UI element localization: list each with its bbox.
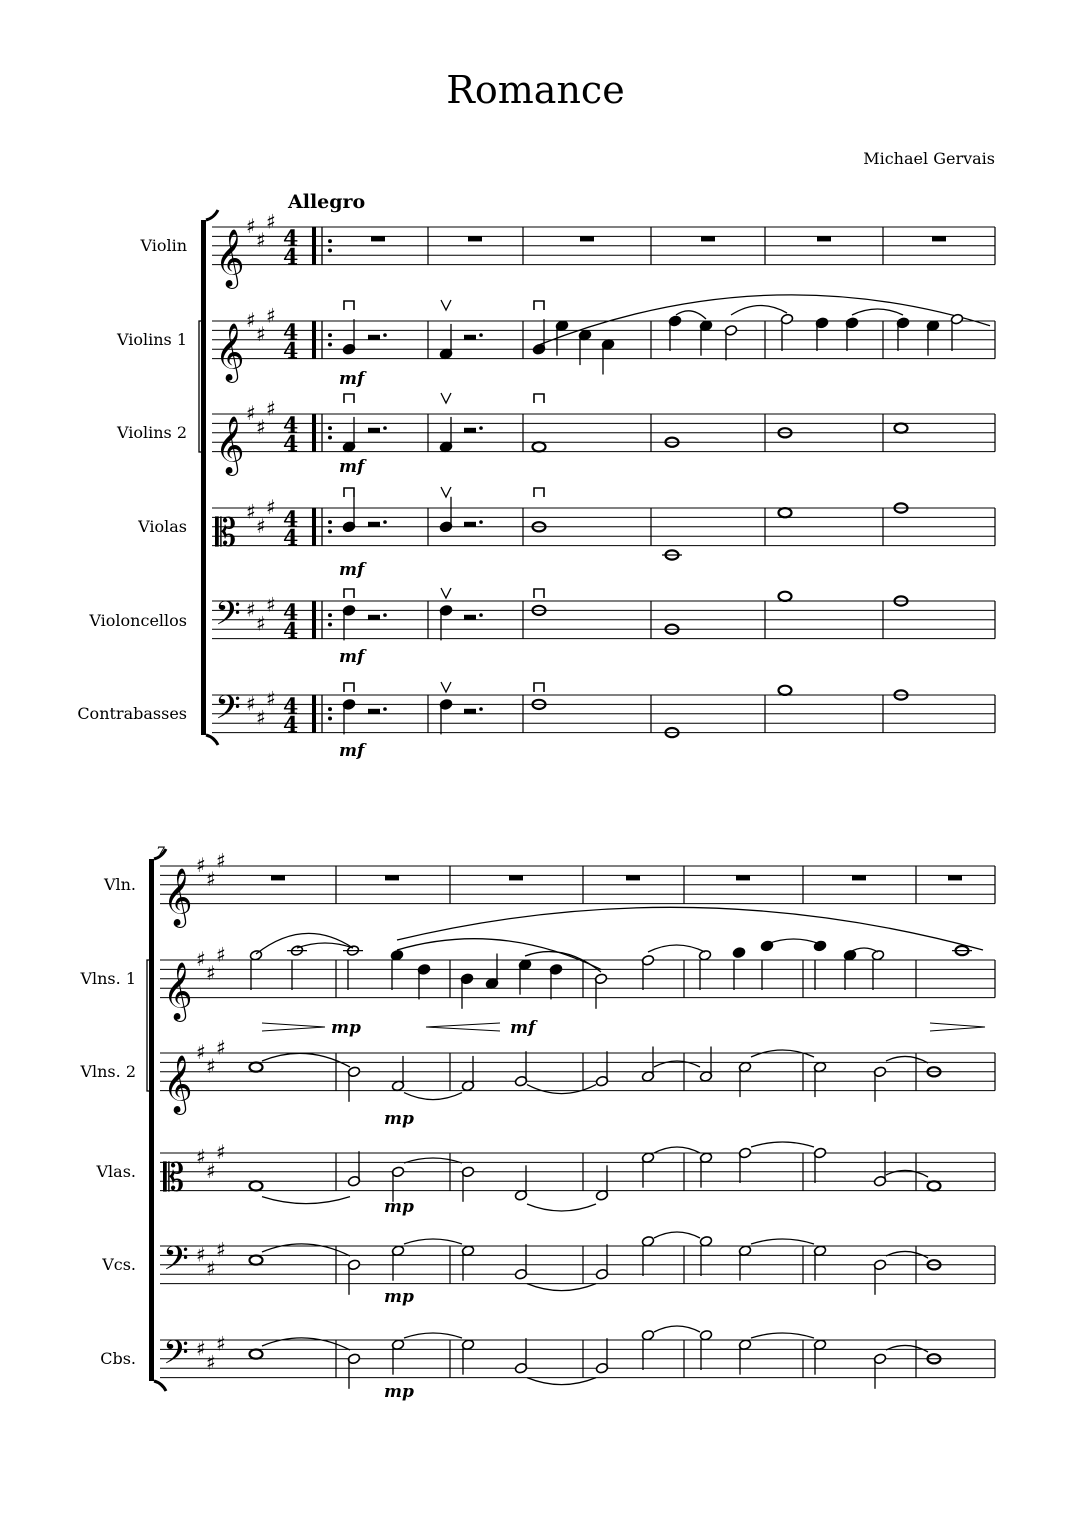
time-sig-bottom: 4	[283, 431, 299, 458]
sharp-icon: ♯	[206, 1256, 216, 1281]
sharp-icon: ♯	[246, 401, 256, 425]
repeat-dot	[328, 707, 332, 711]
up-bow-icon	[441, 588, 451, 598]
dynamic-mf: mf	[339, 647, 365, 667]
slur	[397, 907, 983, 950]
dynamic-mp: mp	[384, 1197, 414, 1217]
bass-clef-icon: 𝄢	[163, 1334, 189, 1381]
instrument-label-violas: Violas	[138, 517, 187, 536]
dynamic-mp: mp	[331, 1018, 361, 1038]
tie	[404, 1093, 462, 1100]
decrescendo-hairpin	[262, 1023, 325, 1031]
half-rest	[464, 522, 476, 527]
slur	[852, 309, 903, 315]
rest-dot	[383, 707, 387, 711]
slur	[404, 1239, 462, 1244]
whole-note	[250, 1181, 263, 1190]
whole-note	[250, 1256, 263, 1265]
up-bow-icon	[441, 682, 451, 692]
repeat-dot	[328, 613, 332, 617]
bass-clef-icon: 𝄢	[215, 689, 241, 736]
up-bow-icon	[441, 300, 451, 310]
time-sig-top: 4	[283, 693, 299, 720]
slur	[404, 1333, 462, 1338]
dynamic-mp: mp	[384, 1287, 414, 1307]
slur	[262, 1053, 350, 1067]
rest-dot	[383, 426, 387, 430]
sharp-icon: ♯	[256, 415, 266, 440]
half-rest	[368, 428, 380, 433]
whole-rest	[271, 875, 285, 880]
bracket-bottom	[206, 735, 218, 745]
sharp-icon: ♯	[216, 1331, 226, 1356]
crescendo-hairpin	[426, 1023, 500, 1031]
half-rest	[368, 615, 380, 620]
rest-dot	[479, 520, 483, 524]
whole-note	[928, 1181, 941, 1190]
sharp-icon: ♯	[266, 396, 276, 421]
alto-clef-icon: 𝄡	[163, 1155, 185, 1200]
system-2	[147, 848, 995, 1402]
whole-note	[250, 1350, 263, 1359]
rest-dot	[383, 520, 387, 524]
bass-clef-icon: 𝄢	[163, 1240, 189, 1287]
rest-dot	[383, 333, 387, 337]
sharp-icon: ♯	[216, 1237, 226, 1262]
time-sig-top: 4	[283, 319, 299, 346]
dynamic-mf: mf	[339, 457, 365, 477]
slur	[654, 1326, 700, 1332]
treble-clef-icon: 𝄞	[163, 961, 193, 1020]
sharp-icon: ♯	[266, 303, 276, 328]
half-note	[699, 1329, 712, 1341]
sharp-icon: ♯	[196, 1144, 206, 1169]
down-bow-icon	[344, 394, 354, 403]
slur	[751, 1239, 814, 1244]
slur	[751, 1333, 814, 1338]
sharp-icon: ♯	[196, 1242, 206, 1267]
down-bow-icon	[534, 683, 544, 692]
time-sig-top: 4	[283, 412, 299, 439]
time-sig-top: 4	[283, 225, 299, 252]
half-rest	[368, 709, 380, 714]
tempo-marking: Allegro	[288, 191, 366, 213]
whole-rest	[580, 236, 594, 241]
whole-note	[779, 508, 792, 517]
whole-rest	[817, 236, 831, 241]
treble-clef-icon: 𝄞	[163, 1054, 193, 1113]
half-rest	[464, 709, 476, 714]
bass-clef-icon: 𝄢	[215, 595, 241, 642]
bracket-top	[206, 210, 218, 220]
instrument-label-violins-2: Violins 2	[116, 423, 187, 442]
sharp-icon: ♯	[196, 947, 206, 971]
slur	[731, 305, 787, 315]
system-1	[199, 209, 995, 761]
half-rest	[368, 522, 380, 527]
instrument-short-violoncellos: Vcs.	[102, 1255, 136, 1274]
repeat-dot	[328, 426, 332, 430]
whole-rest	[932, 236, 946, 241]
whole-note	[779, 686, 792, 695]
repeat-dot	[328, 239, 332, 243]
instrument-label-violins-1: Violins 1	[116, 330, 187, 349]
sharp-icon: ♯	[266, 495, 276, 519]
sharp-icon: ♯	[266, 686, 276, 711]
score-title: Romance	[446, 68, 625, 112]
whole-note	[779, 592, 792, 601]
composer-name: Michael Gervais	[863, 149, 995, 168]
half-note	[698, 949, 711, 961]
rest-dot	[479, 333, 483, 337]
sharp-icon: ♯	[206, 961, 216, 986]
slur	[886, 1251, 928, 1258]
half-note	[641, 1329, 654, 1341]
half-rest	[464, 615, 476, 620]
time-sig-bottom: 4	[283, 618, 299, 645]
sharp-icon: ♯	[256, 705, 266, 730]
slur	[654, 1232, 700, 1238]
half-rest	[464, 335, 476, 340]
tie	[262, 1197, 350, 1204]
whole-note	[895, 424, 908, 433]
whole-note	[250, 1063, 263, 1072]
tie	[527, 1204, 596, 1211]
sharp-icon: ♯	[256, 228, 266, 253]
whole-rest	[736, 875, 750, 880]
down-bow-icon	[344, 683, 354, 692]
time-sig-bottom: 4	[283, 244, 299, 271]
dynamic-mp: mp	[384, 1109, 414, 1129]
whole-rest	[701, 236, 715, 241]
sharp-icon: ♯	[246, 597, 256, 622]
instrument-short-contrabasses: Cbs.	[100, 1349, 136, 1368]
repeat-dot	[328, 530, 332, 534]
alto-clef-icon: 𝄡	[215, 510, 237, 555]
measure-number: 7	[156, 845, 165, 861]
instrument-short-violins-2: Vlns. 2	[80, 1062, 136, 1081]
sharp-icon: ♯	[206, 1350, 216, 1375]
sharp-icon: ♯	[266, 592, 276, 617]
whole-rest	[852, 875, 866, 880]
rest-dot	[479, 613, 483, 617]
down-bow-icon	[534, 394, 544, 403]
rest-dot	[479, 707, 483, 711]
rest-dot	[479, 426, 483, 430]
instrument-short-violins-1: Vlns. 1	[80, 969, 136, 988]
rest-dot	[383, 613, 387, 617]
treble-clef-icon: 𝄞	[215, 322, 245, 381]
repeat-dot	[328, 623, 332, 627]
sharp-icon: ♯	[246, 691, 256, 716]
down-bow-icon	[344, 589, 354, 598]
half-note	[699, 1235, 712, 1247]
sharp-icon: ♯	[216, 942, 226, 967]
time-sig-top: 4	[283, 506, 299, 533]
system-bracket	[201, 220, 206, 735]
whole-rest	[371, 236, 385, 241]
sharp-icon: ♯	[266, 209, 276, 234]
dynamic-mp: mp	[384, 1382, 414, 1402]
quarter-note	[390, 949, 403, 961]
tie	[527, 1378, 596, 1385]
sharp-icon: ♯	[206, 1054, 216, 1079]
dynamic-mf: mf	[339, 560, 365, 580]
half-rest	[464, 428, 476, 433]
repeat-dot	[328, 436, 332, 440]
treble-clef-icon: 𝄞	[215, 415, 245, 474]
sharp-icon: ♯	[256, 322, 266, 347]
quarter-note	[843, 949, 856, 961]
sharp-icon: ♯	[246, 499, 256, 524]
sharp-icon: ♯	[216, 1035, 226, 1060]
whole-rest	[385, 875, 399, 880]
dynamic-mf: mf	[339, 369, 365, 389]
slur	[654, 1147, 700, 1153]
dynamic-mf: mf	[339, 741, 365, 761]
sharp-icon: ♯	[196, 1040, 206, 1064]
down-bow-icon	[534, 301, 544, 310]
up-bow-icon	[441, 393, 451, 403]
slur	[886, 1345, 928, 1352]
instrument-label-contrabasses: Contrabasses	[77, 704, 187, 723]
time-sig-bottom: 4	[283, 338, 299, 365]
sharp-icon: ♯	[256, 611, 266, 636]
tie	[527, 1284, 596, 1291]
bracket-bottom	[154, 1381, 166, 1391]
down-bow-icon	[344, 301, 354, 310]
slur	[297, 943, 353, 948]
slur	[676, 311, 706, 319]
repeat-dot	[328, 520, 332, 524]
sharp-icon: ♯	[196, 853, 206, 877]
up-bow-icon	[441, 487, 451, 497]
down-bow-icon	[534, 488, 544, 497]
time-sig-bottom: 4	[283, 525, 299, 552]
sharp-icon: ♯	[206, 867, 216, 892]
decrescendo-hairpin	[930, 1023, 985, 1031]
repeat-dot	[328, 249, 332, 253]
whole-rest	[626, 875, 640, 880]
sharp-icon: ♯	[196, 1336, 206, 1361]
half-rest	[368, 335, 380, 340]
whole-rest	[948, 875, 962, 880]
slur	[527, 1085, 596, 1094]
treble-clef-icon: 𝄞	[215, 228, 245, 287]
whole-rest	[468, 236, 482, 241]
sharp-icon: ♯	[216, 1140, 226, 1164]
slur	[648, 945, 705, 952]
repeat-dot	[328, 343, 332, 347]
whole-note	[533, 442, 546, 451]
quarter-note	[732, 947, 745, 959]
sharp-icon: ♯	[206, 1158, 216, 1183]
system-bracket	[149, 859, 154, 1381]
instrument-label-violoncellos: Violoncellos	[89, 611, 187, 630]
slur	[767, 939, 820, 944]
sharp-icon: ♯	[246, 214, 256, 238]
instrument-short-violin: Vln.	[103, 875, 136, 894]
sharp-icon: ♯	[216, 848, 226, 873]
repeat-dot	[328, 333, 332, 337]
time-sig-top: 4	[283, 599, 299, 626]
half-note	[641, 1235, 654, 1247]
slur	[751, 1142, 814, 1147]
sharp-icon: ♯	[246, 308, 256, 332]
time-sig-bottom: 4	[283, 712, 299, 739]
whole-rest	[509, 875, 523, 880]
down-bow-icon	[534, 589, 544, 598]
instrument-short-violas: Vlas.	[96, 1162, 136, 1181]
treble-clef-icon: 𝄞	[163, 867, 193, 926]
repeat-dot	[328, 717, 332, 721]
instrument-label-violin: Violin	[140, 236, 187, 255]
half-note	[871, 949, 884, 961]
sharp-icon: ♯	[256, 513, 266, 538]
dynamic-mf: mf	[510, 1018, 536, 1038]
down-bow-icon	[344, 488, 354, 497]
